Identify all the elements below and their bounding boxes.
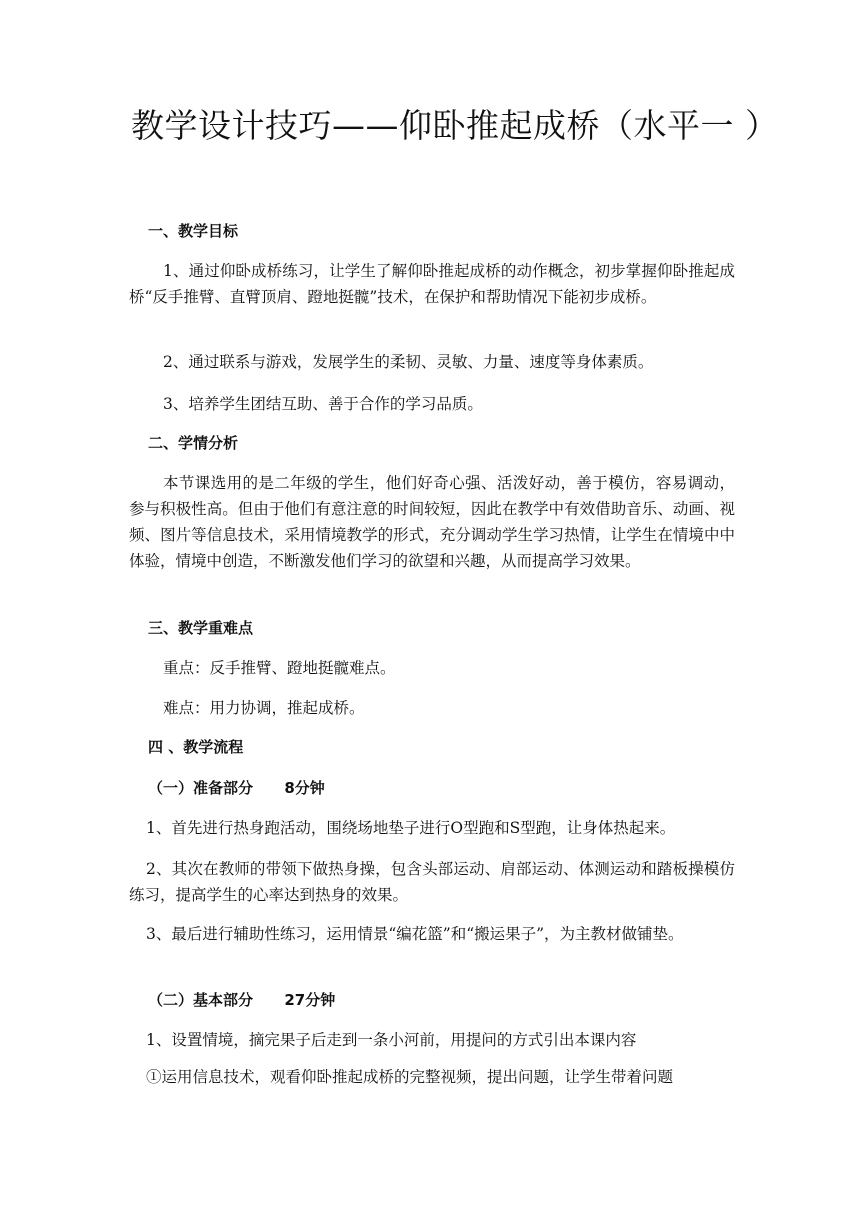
preparation-item-1: 1、首先进行热身跑活动，围绕场地垫子进行O型跑和S型跑，让身体热起来。 <box>146 819 676 837</box>
section-heading-key-points: 三、教学重难点 <box>148 619 254 637</box>
section-heading-process: 四 、教学流程 <box>148 738 244 756</box>
goal-item-1: 1、通过仰卧成桥练习，让学生了解仰卧推起成桥的动作概念，初步掌握仰卧推起成桥“反手推臂、直臂顶肩、蹬地挺髋”技术，在保护和帮助情况下能初步成桥。 <box>129 262 735 306</box>
section-heading-goals: 一、教学目标 <box>148 222 239 240</box>
basic-item-1: 1、设置情境，摘完果子后走到一条小河前，用提问的方式引出本课内容 <box>146 1031 637 1049</box>
goal-item-2: 2、通过联系与游戏，发展学生的柔韧、灵敏、力量、速度等身体素质。 <box>163 353 654 371</box>
basic-item-2: ①运用信息技术，观看仰卧推起成桥的完整视频，提出问题，让学生带着问题 <box>146 1068 674 1086</box>
key-point-difficulty: 难点：用力协调，推起成桥。 <box>163 699 365 717</box>
analysis-paragraph: 本节课选用的是二年级的学生，他们好奇心强、活泼好动，善于模仿，容易调动，参与积极性高。但由于他们有意注意的时间较短，因此在教学中有效借助音乐、动画、视频、图片等信息技术，采用情境教学的形式，充分调动学生学习热情，让学生在情境中中体验，情境中创造，不断激发他们学习的欲望和兴趣，从而提高学习效果。 <box>129 474 735 570</box>
subsection-heading-preparation: （一）准备部分 8分钟 <box>148 779 325 797</box>
preparation-item-2: 2、其次在教师的带领下做热身操，包含头部运动、肩部运动、体测运动和踏板操模仿练习，提高学生的心率达到热身的效果。 <box>129 860 735 904</box>
preparation-item-3: 3、最后进行辅助性练习，运用情景“编花篮”和“搬运果子”，为主教材做铺垫。 <box>146 925 684 943</box>
section-heading-analysis: 二、学情分析 <box>148 434 239 452</box>
document-title: 教学设计技巧——仰卧推起成桥（水平一 ） <box>131 106 779 145</box>
subsection-heading-basic: （二）基本部分 27分钟 <box>148 991 336 1009</box>
goal-item-3: 3、培养学生团结互助、善于合作的学习品质。 <box>163 395 483 413</box>
key-point-focus: 重点：反手推臂、蹬地挺髋难点。 <box>163 659 396 677</box>
